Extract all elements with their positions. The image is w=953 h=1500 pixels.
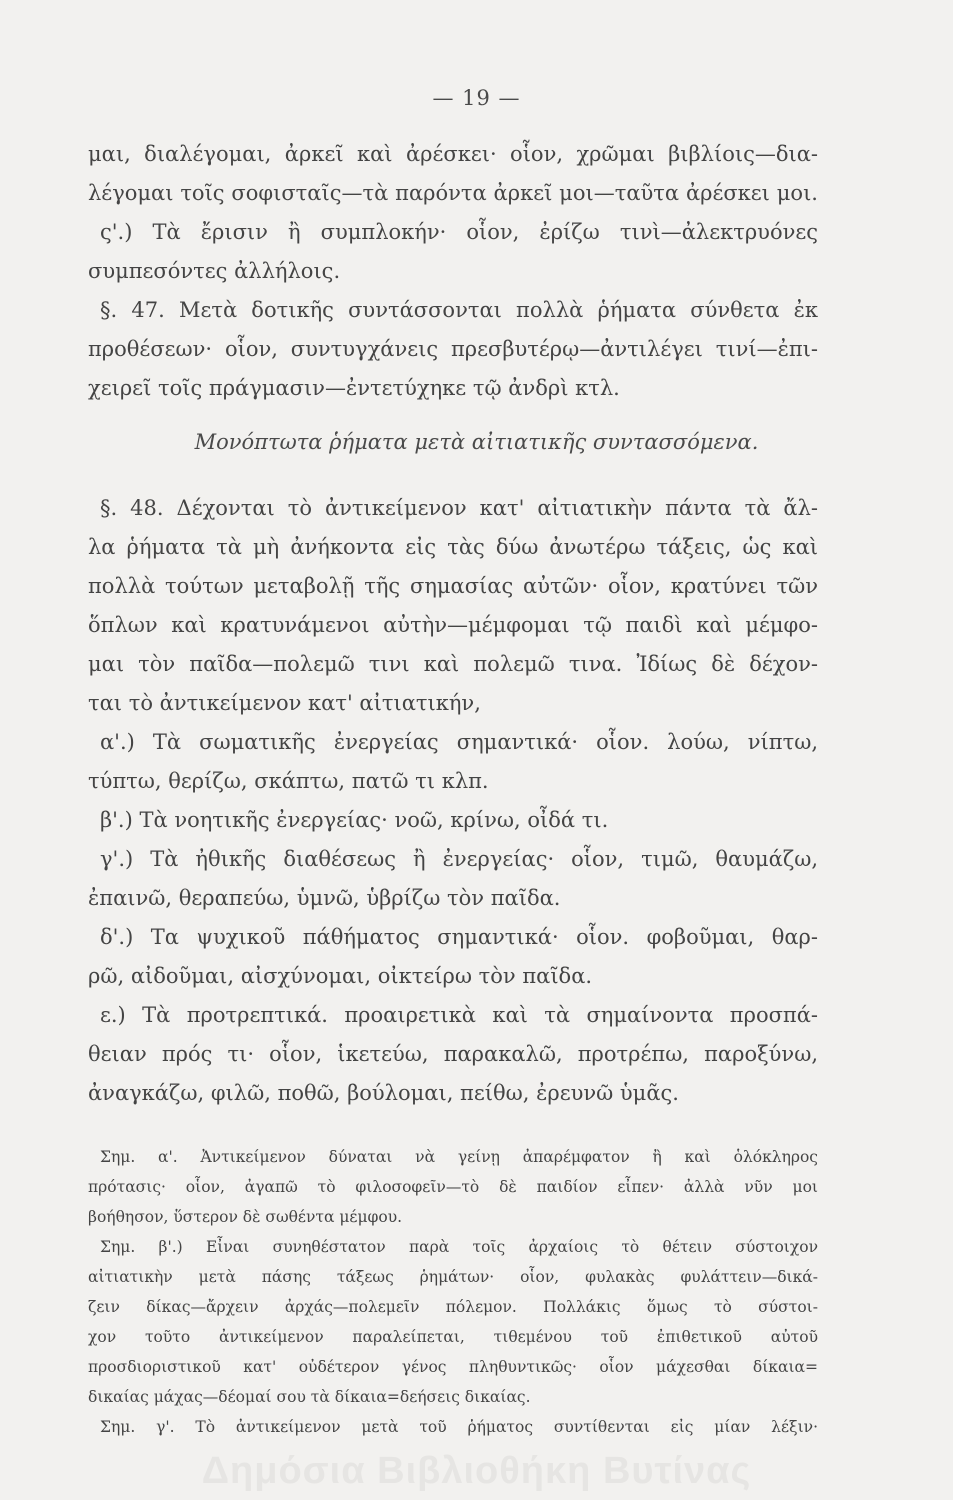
text-line: ἐπαινῶ, θεραπεύω, ὑμνῶ, ὑβρίζω τὸν παῖδα.: [88, 886, 561, 910]
text-line: προθέσεων· οἷον, συντυγχάνεις πρεσβυτέρῳ—ἀντιλέγει τινί—ἐπι-: [88, 337, 818, 361]
text-line: ται τὸ ἀντικείμενον κατ' αἰτιατικήν,: [88, 691, 481, 715]
text-line: λέγομαι τοῖς σοφισταῖς—τὰ παρόντα ἀρκεῖ μοι—ταῦτα ἀρέσκει μοι.: [88, 181, 818, 205]
library-watermark: Δημόσια Βιβλιοθήκη Βυτίνας: [201, 1450, 752, 1492]
note-line: αἰτιατικὴν μετὰ πάσης τάξεως ῥημάτων· οἷον, φυλακὰς φυλάττειν—δικά-: [88, 1268, 818, 1286]
note-line: πρότασις· οἷον, ἀγαπῶ τὸ φιλοσοφεῖν—τὸ δὲ παιδίον εἶπεν· ἀλλὰ νῦν μοι: [88, 1178, 818, 1196]
section-heading: Μονόπτωτα ῥήματα μετὰ αἰτιατικῆς συντασσόμενα.: [194, 430, 759, 454]
text-line: τύπτω, θερίζω, σκάπτω, πατῶ τι κλπ.: [88, 769, 489, 793]
text-line: θειαν πρός τι· οἷον, ἱκετεύω, παρακαλῶ, προτρέπω, παροξύνω,: [88, 1042, 818, 1066]
note-line: προσδιοριστικοῦ κατ' οὐδέτερον γένος πληθυντικῶς· οἷον μάχεσθαι δίκαια=: [88, 1358, 818, 1376]
note-line: Σημ. β'.) Εἶναι συνηθέστατον παρὰ τοῖς ἀρχαίοις τὸ θέτειν σύστοιχον: [100, 1238, 818, 1256]
note-line: Σημ. α'. Ἀντικείμενον δύναται νὰ γείνῃ ἀπαρέμφατον ἢ καὶ ὁλόκληρος: [100, 1148, 818, 1166]
text-line: §. 47. Μετὰ δοτικῆς συντάσσονται πολλὰ ῥήματα σύνθετα ἐκ: [100, 298, 818, 322]
text-line: μαι, διαλέγομαι, ἀρκεῖ καὶ ἀρέσκει· οἷον, χρῶμαι βιβλίοις—δια-: [88, 142, 818, 166]
text-line: ἀναγκάζω, φιλῶ, ποθῶ, βούλομαι, πείθω, ἐρευνῶ ὑμᾶς.: [88, 1081, 679, 1105]
text-line: πολλὰ τούτων μεταβολῇ τῆς σημασίας αὐτῶν· οἷον, κρατύνει τῶν: [88, 574, 818, 598]
text-line: συμπεσόντες ἀλλήλοις.: [88, 259, 341, 283]
note-line: δικαίας μάχας—δέομαί σου τὰ δίκαια=δεήσεις δικαίας.: [88, 1388, 531, 1406]
text-line: ρῶ, αἰδοῦμαι, αἰσχύνομαι, οἰκτείρω τὸν παῖδα.: [88, 964, 593, 988]
text-line: λα ῥήματα τὰ μὴ ἀνήκοντα εἰς τὰς δύω ἀνωτέρω τάξεις, ὡς καὶ: [88, 535, 818, 559]
note-line: βοήθησον, ὕστερον δὲ σωθέντα μέμφου.: [88, 1208, 403, 1226]
note-line: χον τοῦτο ἀντικείμενον παραλείπεται, τιθεμένου τοῦ ἐπιθετικοῦ αὐτοῦ: [88, 1328, 818, 1346]
text-line: ὅπλων καὶ κρατυνάμενοι αὐτὴν—μέμφομαι τῷ παιδὶ καὶ μέμφο-: [88, 613, 818, 637]
text-line: ε.) Τὰ προτρεπτικά. προαιρετικὰ καὶ τὰ σημαίνοντα προσπά-: [100, 1003, 818, 1027]
text-line: §. 48. Δέχονται τὸ ἀντικείμενον κατ' αἰτιατικὴν πάντα τὰ ἄλ-: [100, 496, 818, 520]
note-line: Σημ. γ'. Τὸ ἀντικείμενον μετὰ τοῦ ῥήματος συντίθενται εἰς μίαν λέξιν·: [100, 1418, 818, 1436]
text-line: ς'.) Τὰ ἔρισιν ἢ συμπλοκήν· οἷον, ἐρίζω τινὶ—ἀλεκτρυόνες: [100, 220, 818, 244]
text-line: β'.) Τὰ νοητικῆς ἐνεργείας· νοῶ, κρίνω, οἶδά τι.: [100, 808, 609, 832]
text-line: γ'.) Τὰ ἠθικῆς διαθέσεως ἢ ἐνεργείας· οἷον, τιμῶ, θαυμάζω,: [100, 847, 818, 871]
text-line: μαι τὸν παῖδα—πολεμῶ τινι καὶ πολεμῶ τινα. Ἰδίως δὲ δέχον-: [88, 652, 818, 676]
text-line: α'.) Τὰ σωματικῆς ἐνεργείας σημαντικά· οἷον. λούω, νίπτω,: [100, 730, 818, 754]
text-line: δ'.) Τα ψυχικοῦ πάθήματος σημαντικά· οἷον. φοβοῦμαι, θαρ-: [100, 925, 818, 949]
text-line: χειρεῖ τοῖς πράγμασιν—ἐντετύχηκε τῷ ἀνδρὶ κτλ.: [88, 376, 620, 400]
page-number: — 19 —: [432, 86, 521, 110]
note-line: ζειν δίκας—ἄρχειν ἀρχάς—πολεμεῖν πόλεμον. Πολλάκις ὅμως τὸ σύστοι-: [88, 1298, 818, 1316]
